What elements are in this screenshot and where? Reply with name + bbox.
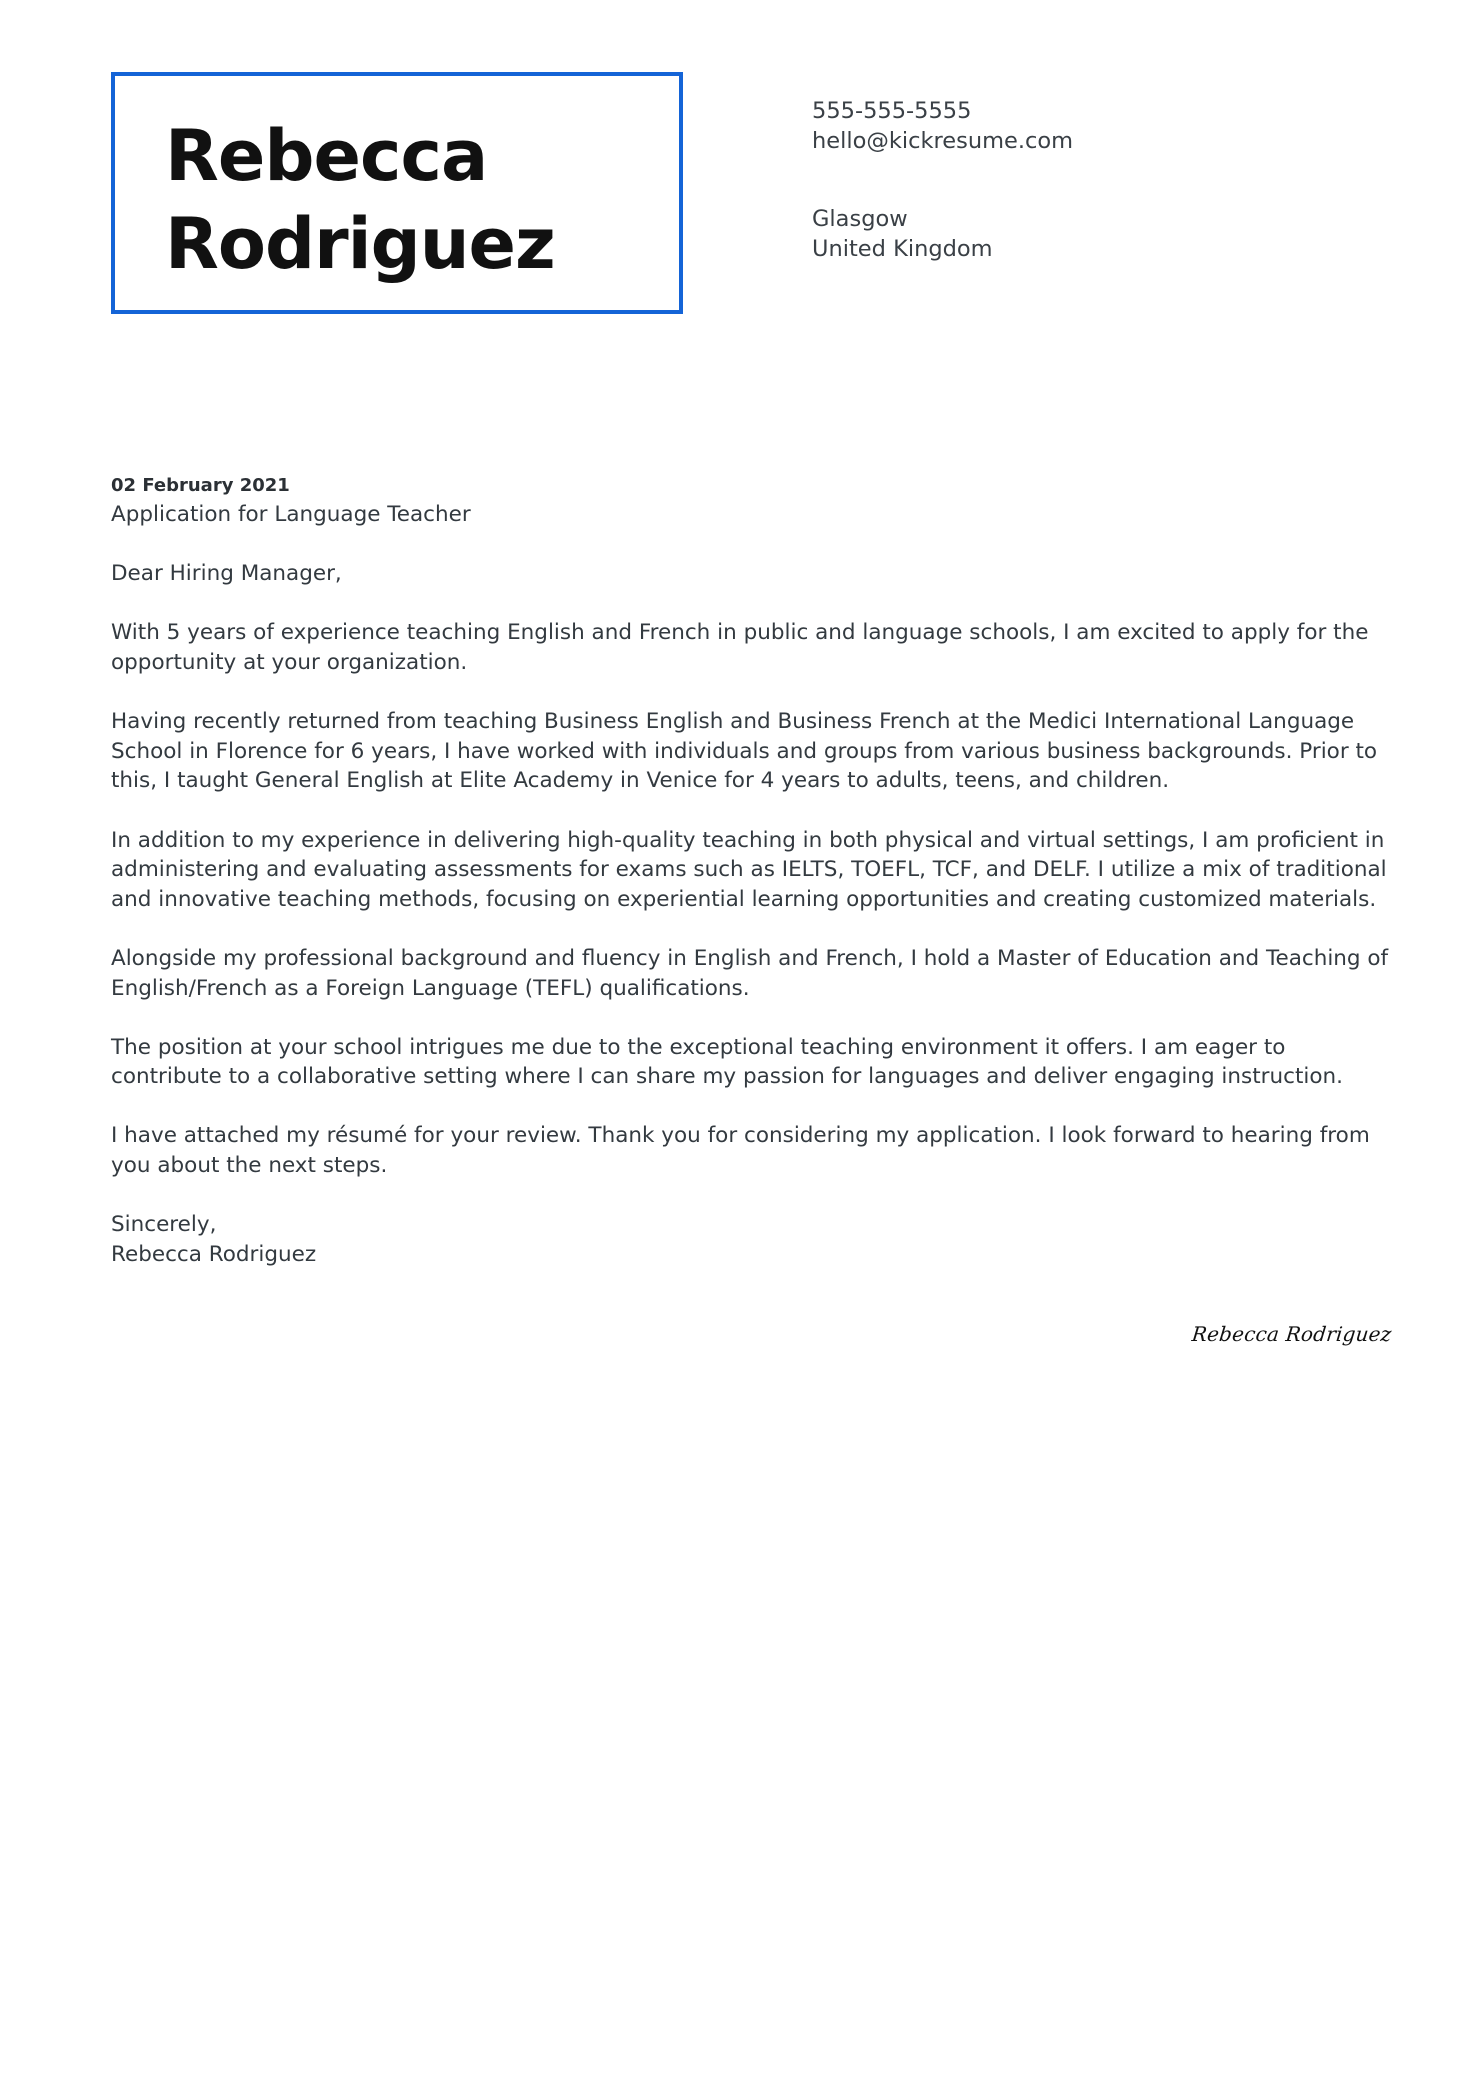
greeting: Dear Hiring Manager, xyxy=(111,561,342,587)
paragraph: With 5 years of experience teaching English and French in public and language schools, I am excited to apply for the opportunity at your organization. xyxy=(111,620,1369,675)
last-name: Rodriguez xyxy=(165,203,555,285)
paragraph: In addition to my experience in delivering high-quality teaching in both physical and virtual settings, I am proficient in administering and evaluating assessments for exams such as IELTS, TOEFL, TCF, and DELF. I utilize a mix of traditional and innovative teaching methods, focusing on experiential learning opportunities and creating customized materials. xyxy=(111,827,1387,912)
paragraph: Having recently returned from teaching Business English and Business French at the Medici International Language School in Florence for 6 years, I have worked with individuals and groups from various business backgrounds. Prior to this, I taught General English at Elite Academy in Venice for 4 years to adults, teens, and children. xyxy=(111,709,1378,794)
name-box xyxy=(111,72,683,314)
phone-number: 555-555-5555 xyxy=(812,98,972,124)
closing xyxy=(111,1210,1391,1269)
letter-subject: Application for Language Teacher xyxy=(111,502,471,527)
applicant-name xyxy=(165,112,555,288)
contact-spacer xyxy=(812,156,1073,204)
city: Glasgow xyxy=(812,206,908,232)
sender-name: Rebecca Rodriguez xyxy=(111,1241,317,1267)
email-address: hello@kickresume.com xyxy=(812,128,1074,154)
sign-off: Sincerely, xyxy=(111,1212,217,1238)
letter-date: 02 February 2021 xyxy=(111,475,290,496)
paragraph: I have attached my résumé for your review. Thank you for considering my application. I look forward to hearing from you about the next steps. xyxy=(111,1123,1370,1179)
paragraph: The position at your school intrigues me due to the exceptional teaching environment it offers. I am eager to contribute to a collaborative setting where I can share my passion for languages and deliver engaging instruction. xyxy=(111,1034,1343,1090)
country: United Kingdom xyxy=(812,236,993,262)
contact-info xyxy=(812,96,1073,264)
letter-body xyxy=(111,472,1391,1269)
paragraph: Alongside my professional background and fluency in English and French, I hold a Master of Education and Teaching of English/French as a Foreign Language (TEFL) qualifications. xyxy=(111,945,1389,1001)
first-name: Rebecca xyxy=(165,115,488,197)
handwritten-signature: Rebecca Rodriguez xyxy=(1191,1322,1394,1346)
